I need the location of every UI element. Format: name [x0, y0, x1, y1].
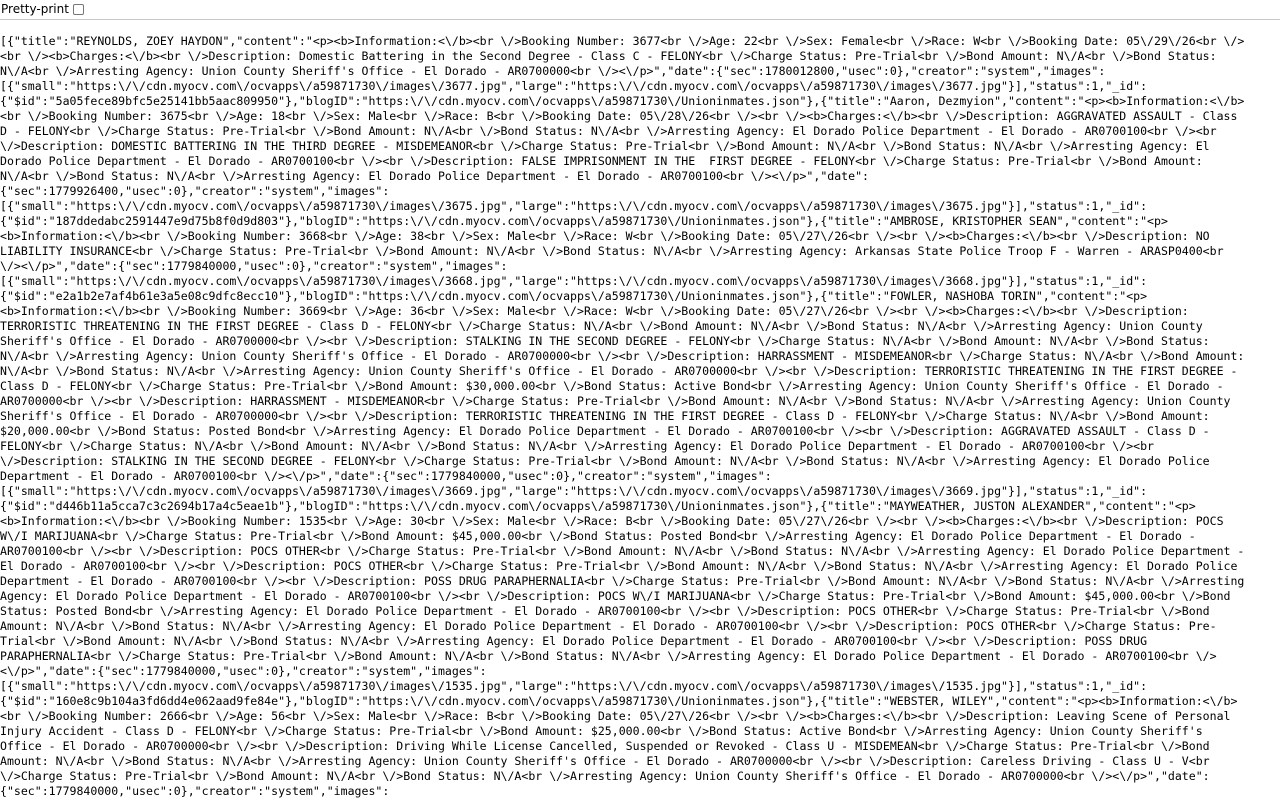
json-text-line: Status: Posted Bond<br \/>Arresting Agency: El Dorado Police Department - El Dorado - AR0700100<br \/><br \/>Description: POCS OTHER<br \/>Charge Status: Pre-Trial<br \/>Bond	[0, 604, 1210, 618]
json-text-line: Dorado Police Department - El Dorado - AR0700100<br \/><br \/>Description: FALSE IMPRISONMENT IN THE FIRST DEGREE - FELONY<br \/>Charge Status: Pre-Trial<br \/>Bond Amount:	[0, 154, 1203, 168]
json-text-line: <b>Information:<\/b><br \/>Booking Number: 1535<br \/>Age: 30<br \/>Sex: Male<br \/>Race: B<br \/>Booking Date: 05\/27\/26<br \/><br \/><b>Charges:<\/b><br \/>Description: POCS	[0, 514, 1224, 528]
json-text-line: Sheriff's Office - El Dorado - AR0700000<br \/><br \/>Description: TERRORISTIC THREATENING IN THE FIRST DEGREE - Class D - FELONY<br \/>Charge Status: N\/A<br \/>Bond Amount:	[0, 409, 1210, 423]
json-text-line: {"$id":"d446b11a5cca7c3c2694b17a4c5eae1b"},"blogID":"https:\/\/cdn.myocv.com\/ocvapps\/a59871730\/Unioninmates.json"},{"title":"MAYWEATHER, JUSTON ALEXANDER","content":"<p>	[0, 499, 1196, 513]
json-text-line: Amount: N\/A<br \/>Bond Status: N\/A<br \/>Arresting Agency: Union County Sheriff's Office - El Dorado - AR0700000<br \/><br \/>Description: Careless Driving - Class U - V<br	[0, 754, 1210, 768]
json-text-line: <br \/>Booking Number: 2666<br \/>Age: 56<br \/>Sex: Male<br \/>Race: B<br \/>Booking Date: 05\/27\/26<br \/><br \/><b>Charges:<\/b><br \/>Description: Leaving Scene of Personal	[0, 709, 1231, 723]
raw-json-content	[0, 34, 1280, 799]
json-text-line: TERRORISTIC THREATENING IN THE FIRST DEGREE - Class D - FELONY<br \/>Charge Status: N\/A<br \/>Bond Amount: N\/A<br \/>Bond Status: N\/A<br \/>Arresting Agency: Union County	[0, 319, 1203, 333]
json-text-line: Trial<br \/>Bond Amount: N\/A<br \/>Bond Status: N\/A<br \/>Arresting Agency: El Dorado Police Department - El Dorado - AR0700100<br \/><br \/>Description: POSS DRUG	[0, 634, 1148, 648]
json-text-line: El Dorado - AR0700100<br \/><br \/>Description: POCS OTHER<br \/>Charge Status: Pre-Trial<br \/>Bond Amount: N\/A<br \/>Bond Status: N\/A<br \/>Arresting Agency: El Dorado Police	[0, 559, 1238, 573]
json-text-line: AR0700000<br \/><br \/>Description: HARRASSMENT - MISDEMEANOR<br \/>Charge Status: Pre-Trial<br \/>Bond Amount: N\/A<br \/>Bond Status: N\/A<br \/>Arresting Agency: Union County	[0, 394, 1231, 408]
json-text-line: D - FELONY<br \/>Charge Status: Pre-Trial<br \/>Bond Amount: N\/A<br \/>Bond Status: N\/A<br \/>Arresting Agency: El Dorado Police Department - El Dorado - AR0700100<br \/><br	[0, 124, 1217, 138]
json-text-line: PARAPHERNALIA<br \/>Charge Status: Pre-Trial<br \/>Bond Amount: N\/A<br \/>Bond Status: N\/A<br \/>Arresting Agency: El Dorado Police Department - El Dorado - AR0700100<br \/>	[0, 649, 1217, 663]
json-text-line: N\/A<br \/>Bond Status: N\/A<br \/>Arresting Agency: Union County Sheriff's Office - El Dorado - AR0700000<br \/><br \/>Description: TERRORISTIC THREATENING IN THE FIRST DEGREE -	[0, 364, 1238, 378]
json-text-line: {"sec":1779926400,"usec":0},"creator":"system","images":	[0, 184, 390, 198]
pretty-print-toggle[interactable]	[1, 2, 84, 16]
json-text-line: [{"small":"https:\/\/cdn.myocv.com\/ocvapps\/a59871730\/images\/3668.jpg","large":"https:\/\/cdn.myocv.com\/ocvapps\/a59871730\/images\/3668.jpg"}],"status":1,"_id":	[0, 274, 1148, 288]
json-text-line: <br \/>Booking Number: 3675<br \/>Age: 18<br \/>Sex: Male<br \/>Race: B<br \/>Booking Date: 05\/28\/26<br \/><br \/><b>Charges:<\/b><br \/>Description: AGGRAVATED ASSAULT - Class	[0, 109, 1238, 123]
json-text-line: [{"small":"https:\/\/cdn.myocv.com\/ocvapps\/a59871730\/images\/3675.jpg","large":"https:\/\/cdn.myocv.com\/ocvapps\/a59871730\/images\/3675.jpg"}],"status":1,"_id":	[0, 199, 1148, 213]
json-text-line: N\/A<br \/>Arresting Agency: Union County Sheriff's Office - El Dorado - AR0700000<br \/><br \/>Description: HARRASSMENT - MISDEMEANOR<br \/>Charge Status: N\/A<br \/>Bond Amount:	[0, 349, 1245, 363]
json-text-line: W\/I MARIJUANA<br \/>Charge Status: Pre-Trial<br \/>Bond Amount: $45,000.00<br \/>Bond Status: Posted Bond<br \/>Arresting Agency: El Dorado Police Department - El Dorado -	[0, 529, 1196, 543]
json-text-line: LIABILITY INSURANCE<br \/>Charge Status: Pre-Trial<br \/>Bond Amount: N\/A<br \/>Bond Status: N\/A<br \/>Arresting Agency: Arkansas State Police Troop F - Warren - ARASP0400<br	[0, 244, 1224, 258]
json-text-line: <\/p>","date":{"sec":1779840000,"usec":0},"creator":"system","images":	[0, 664, 487, 678]
json-text-line: \/>Description: STALKING IN THE SECOND DEGREE - FELONY<br \/>Charge Status: Pre-Trial<br \/>Bond Amount: N\/A<br \/>Bond Status: N\/A<br \/>Arresting Agency: El Dorado Police	[0, 454, 1210, 468]
json-text-line: {"$id":"160e8c9b104a3fd6dd4e062aad9fe84e"},"blogID":"https:\/\/cdn.myocv.com\/ocvapps\/a59871730\/Unioninmates.json"},{"title":"WEBSTER, WILEY","content":"<p><b>Information:<\/b>	[0, 694, 1238, 708]
json-text-line: Office - El Dorado - AR0700000<br \/><br \/>Description: Driving While License Cancelled, Suspended or Revoked - Class U - MISDEMEAN<br \/>Charge Status: Pre-Trial<br \/>Bond	[0, 739, 1210, 753]
json-text-line: FELONY<br \/>Charge Status: N\/A<br \/>Bond Amount: N\/A<br \/>Bond Status: N\/A<br \/>Arresting Agency: El Dorado Police Department - El Dorado - AR0700100<br \/><br	[0, 439, 1155, 453]
json-text-line: {"sec":1779840000,"usec":0},"creator":"system","images":	[0, 784, 390, 798]
json-text-line: <br \/><b>Charges:<\/b><br \/>Description: Domestic Battering in the Second Degree - Class C - FELONY<br \/>Charge Status: Pre-Trial<br \/>Bond Amount: N\/A<br \/>Bond Status:	[0, 49, 1217, 63]
json-text-line: <b>Information:<\/b><br \/>Booking Number: 3669<br \/>Age: 36<br \/>Sex: Male<br \/>Race: W<br \/>Booking Date: 05\/27\/26<br \/><br \/><b>Charges:<\/b><br \/>Description:	[0, 304, 1189, 318]
json-text-line: AR0700100<br \/><br \/>Description: POCS OTHER<br \/>Charge Status: Pre-Trial<br \/>Bond Amount: N\/A<br \/>Bond Status: N\/A<br \/>Arresting Agency: El Dorado Police Department -	[0, 544, 1245, 558]
json-text-line: Amount: N\/A<br \/>Bond Status: N\/A<br \/>Arresting Agency: El Dorado Police Department - El Dorado - AR0700100<br \/><br \/>Description: POCS OTHER<br \/>Charge Status: Pre-	[0, 619, 1217, 633]
json-text-line: <b>Information:<\/b><br \/>Booking Number: 3668<br \/>Age: 38<br \/>Sex: Male<br \/>Race: W<br \/>Booking Date: 05\/27\/26<br \/><br \/><b>Charges:<\/b><br \/>Description: NO	[0, 229, 1210, 243]
json-text-line: {"$id":"5a05fece89bfc5e25141bb5aac809950"},"blogID":"https:\/\/cdn.myocv.com\/ocvapps\/a59871730\/Unioninmates.json"},{"title":"Aaron, Dezmyion","content":"<p><b>Information:<\/b>	[0, 94, 1245, 108]
json-text-line: N\/A<br \/>Arresting Agency: Union County Sheriff's Office - El Dorado - AR0700000<br \/><\/p>","date":{"sec":1780012800,"usec":0},"creator":"system","images":	[0, 64, 1106, 78]
json-text-line: $20,000.00<br \/>Bond Status: Posted Bond<br \/>Arresting Agency: El Dorado Police Department - El Dorado - AR0700100<br \/><br \/>Description: AGGRAVATED ASSAULT - Class D -	[0, 424, 1210, 438]
pretty-print-checkbox[interactable]	[73, 4, 84, 15]
json-text-line: \/>Description: DOMESTIC BATTERING IN THE THIRD DEGREE - MISDEMEANOR<br \/>Charge Status: Pre-Trial<br \/>Bond Amount: N\/A<br \/>Bond Status: N\/A<br \/>Arresting Agency: El	[0, 139, 1210, 153]
json-text-line: [{"small":"https:\/\/cdn.myocv.com\/ocvapps\/a59871730\/images\/3677.jpg","large":"https:\/\/cdn.myocv.com\/ocvapps\/a59871730\/images\/3677.jpg"}],"status":1,"_id":	[0, 79, 1148, 93]
json-text-line: \/><\/p>","date":{"sec":1779840000,"usec":0},"creator":"system","images":	[0, 259, 508, 273]
json-text-line: [{"small":"https:\/\/cdn.myocv.com\/ocvapps\/a59871730\/images\/3669.jpg","large":"https:\/\/cdn.myocv.com\/ocvapps\/a59871730\/images\/3669.jpg"}],"status":1,"_id":	[0, 484, 1148, 498]
json-text-line: Class D - FELONY<br \/>Charge Status: Pre-Trial<br \/>Bond Amount: $30,000.00<br \/>Bond Status: Active Bond<br \/>Arresting Agency: Union County Sheriff's Office - El Dorado -	[0, 379, 1224, 393]
json-text-line: {"$id":"187ddedabc2591447e9d75b8f0d9d803"},"blogID":"https:\/\/cdn.myocv.com\/ocvapps\/a59871730\/Unioninmates.json"},{"title":"AMBROSE, KRISTOPHER SEAN","content":"<p>	[0, 214, 1168, 228]
pretty-print-toolbar	[0, 0, 1280, 20]
json-text-line: Sheriff's Office - El Dorado - AR0700000<br \/><br \/>Description: STALKING IN THE SECOND DEGREE - FELONY<br \/>Charge Status: N\/A<br \/>Bond Amount: N\/A<br \/>Bond Status:	[0, 334, 1210, 348]
json-text-line: {"$id":"e2a1b2e7af4b61e3a5e08c9dfc8ecc10"},"blogID":"https:\/\/cdn.myocv.com\/ocvapps\/a59871730\/Unioninmates.json"},{"title":"FOWLER, NASHOBA TORIN","content":"<p>	[0, 289, 1148, 303]
json-text-line: N\/A<br \/>Bond Status: N\/A<br \/>Arresting Agency: El Dorado Police Department - El Dorado - AR0700100<br \/><\/p>","date":	[0, 169, 869, 183]
json-text-line: [{"small":"https:\/\/cdn.myocv.com\/ocvapps\/a59871730\/images\/1535.jpg","large":"https:\/\/cdn.myocv.com\/ocvapps\/a59871730\/images\/1535.jpg"}],"status":1,"_id":	[0, 679, 1148, 693]
json-text-line: [{"title":"REYNOLDS, ZOEY HAYDON","content":"<p><b>Information:<\/b><br \/>Booking Number: 3677<br \/>Age: 22<br \/>Sex: Female<br \/>Race: W<br \/>Booking Date: 05\/29\/26<br \/>	[0, 34, 1245, 48]
pretty-print-label: Pretty-print	[1, 2, 69, 16]
json-text-line: Department - El Dorado - AR0700100<br \/><\/p>","date":{"sec":1779840000,"usec":0},"creator":"system","images":	[0, 469, 772, 483]
json-text-line: Department - El Dorado - AR0700100<br \/><br \/>Description: POSS DRUG PARAPHERNALIA<br \/>Charge Status: Pre-Trial<br \/>Bond Amount: N\/A<br \/>Bond Status: N\/A<br \/>Arresting	[0, 574, 1245, 588]
json-text-line: Agency: El Dorado Police Department - El Dorado - AR0700100<br \/><br \/>Description: POCS W\/I MARIJUANA<br \/>Charge Status: Pre-Trial<br \/>Bond Amount: $45,000.00<br \/>Bond	[0, 589, 1231, 603]
json-text-line: Injury Accident - Class D - FELONY<br \/>Charge Status: Pre-Trial<br \/>Bond Amount: $25,000.00<br \/>Bond Status: Active Bond<br \/>Arresting Agency: Union County Sheriff's	[0, 724, 1203, 738]
json-text-line: \/>Charge Status: Pre-Trial<br \/>Bond Amount: N\/A<br \/>Bond Status: N\/A<br \/>Arresting Agency: Union County Sheriff's Office - El Dorado - AR0700000<br \/><\/p>","date":	[0, 769, 1210, 783]
